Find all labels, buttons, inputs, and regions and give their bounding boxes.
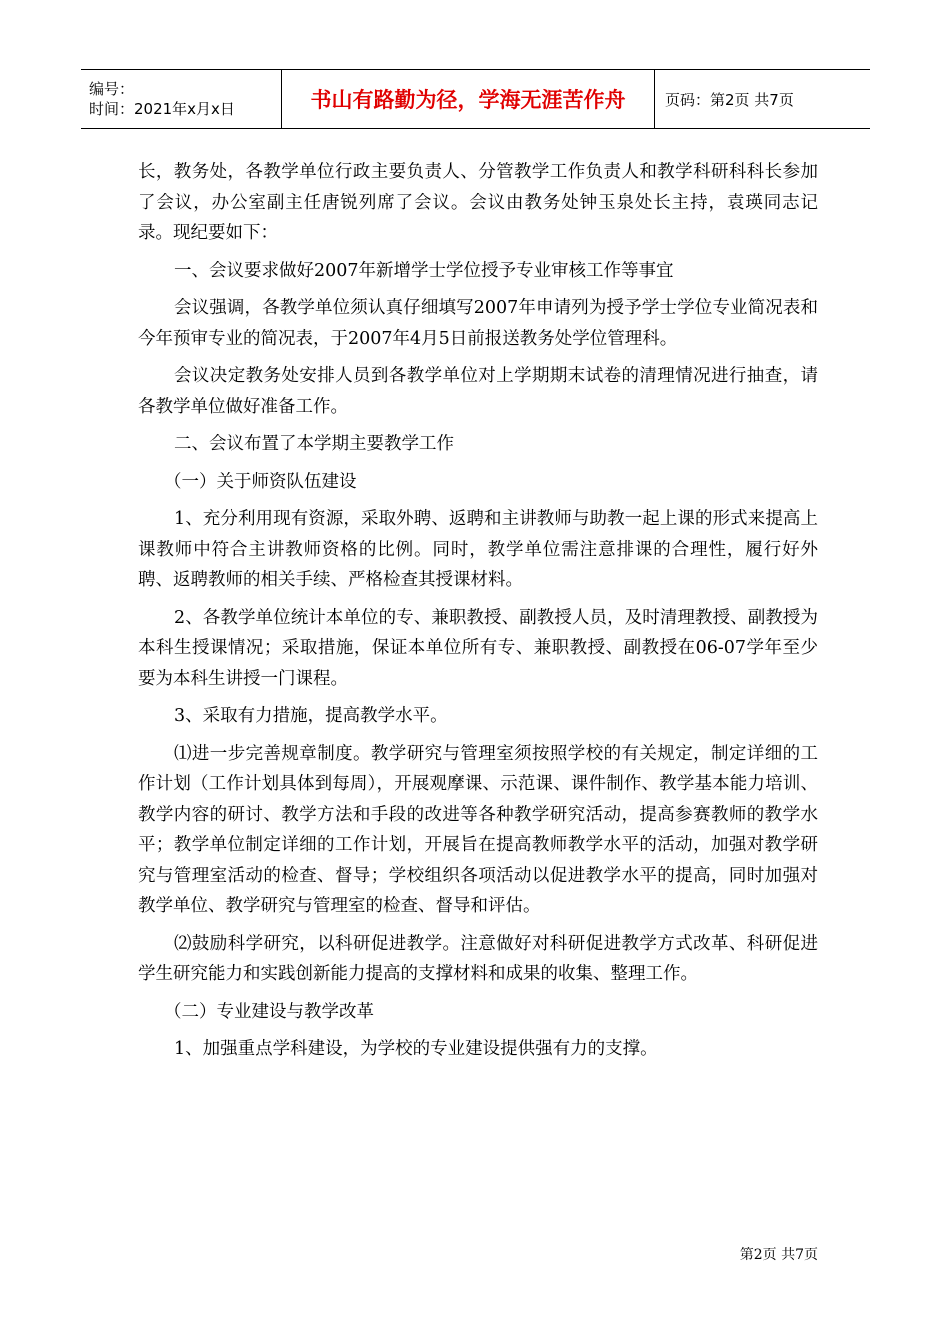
body-paragraph: ⑴进一步完善规章制度。教学研究与管理室须按照学校的有关规定，制定详细的工作计划（工作计划具体到每周），开展观摩课、示范课、课件制作、教学基本能力培训、教学内容的研讨、教学方法和手段的改进等各种教学研究活动，提高参赛教师的教学水平；教学单位制定详细的工作计划，开展旨在提高教师教学水平的活动，加强对教学研究与管理室活动的检查、督导；学校组织各项活动以促进教学水平的提高，同时加强对教学单位、教学研究与管理室的检查、督导和评估。: [138, 743, 818, 916]
body-paragraph: 1、加强重点学科建设，为学校的专业建设提供强有力的支撑。: [174, 1039, 658, 1059]
header-meta-cell: [81, 70, 282, 128]
header-motto: 书山有路勤为径，学海无涯苦作舟: [282, 70, 655, 128]
body-paragraph: 长，教务处，各教学单位行政主要负责人、分管教学工作负责人和教学科研科科长参加了会议，办公室副主任唐锐列席了会议。会议由教务处钟玉泉处长主持，袁瑛同志记录。现纪要如下：: [138, 162, 818, 243]
section-heading: 一、会议要求做好2007年新增学士学位授予专业审核工作等事宜: [174, 260, 674, 281]
document-date-label: 时间：2021年x月x日: [89, 100, 235, 118]
subsection-heading: （一）关于师资队伍建设: [164, 471, 357, 492]
page-header: [81, 69, 870, 129]
section-heading: 二、会议布置了本学期主要教学工作: [174, 434, 454, 454]
document-body: [138, 157, 818, 1072]
body-paragraph: ⑵鼓励科学研究，以科研促进教学。注意做好对科研促进教学方式改革、科研促进学生研究能力和实践创新能力提高的支撑材料和成果的收集、整理工作。: [138, 933, 818, 984]
body-paragraph: 1、充分利用现有资源，采取外聘、返聘和主讲教师与助教一起上课的形式来提高上课教师中符合主讲教师资格的比例。同时，教学单位需注意排课的合理性，履行好外聘、返聘教师的相关手续、严格检查其授课材料。: [138, 509, 818, 590]
body-paragraph: 会议决定教务处安排人员到各教学单位对上学期期末试卷的清理情况进行抽查，请各教学单位做好准备工作。: [138, 366, 818, 417]
body-paragraph: 2、各教学单位统计本单位的专、兼职教授、副教授人员，及时清理教授、副教授为本科生授课情况；采取措施，保证本单位所有专、兼职教授、副教授在06-07学年至少要为本科生讲授一门课程。: [138, 607, 818, 689]
page-footer-number: 第2页 共7页: [739, 1247, 818, 1263]
body-paragraph: 3、采取有力措施，提高教学水平。: [174, 706, 448, 726]
body-paragraph: 会议强调，各教学单位须认真仔细填写2007年申请列为授予学士学位专业简况表和今年预审专业的简况表，于2007年4月5日前报送教务处学位管理科。: [138, 298, 818, 349]
subsection-heading: （二）专业建设与教学改革: [164, 1001, 374, 1022]
document-number-label: 编号：: [89, 80, 135, 98]
header-page-info: 页码：第2页 共7页: [665, 90, 794, 109]
